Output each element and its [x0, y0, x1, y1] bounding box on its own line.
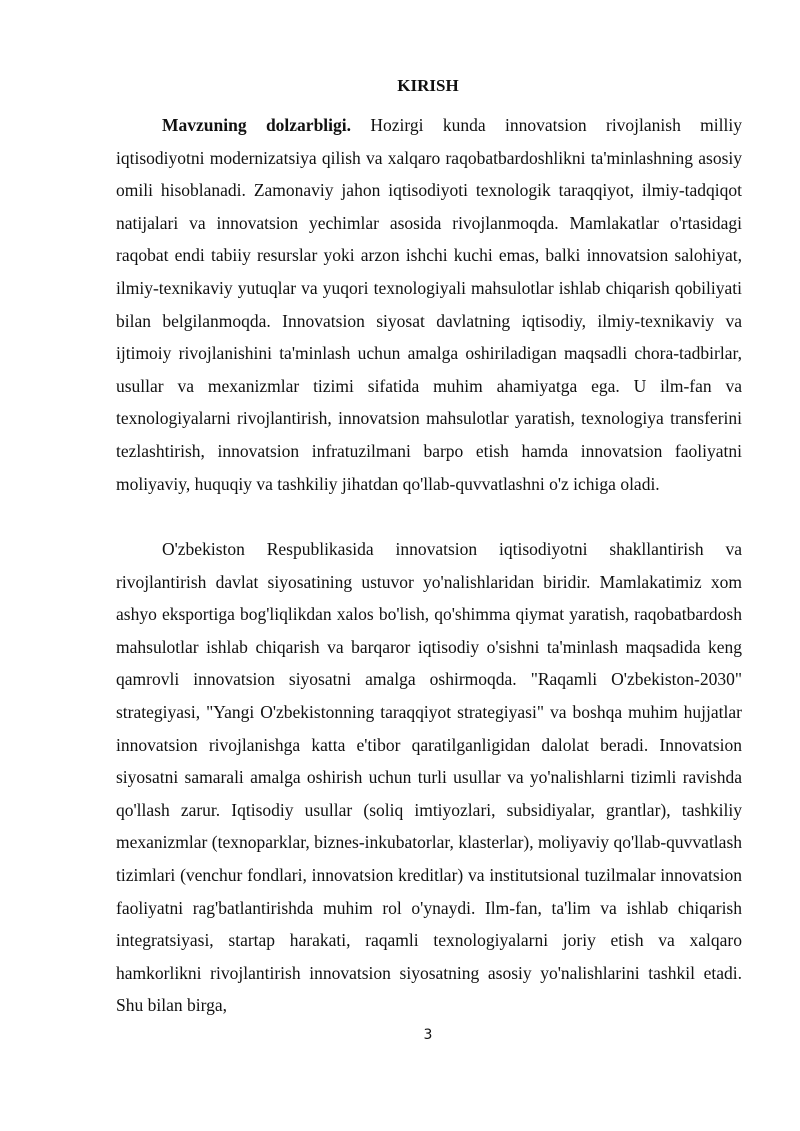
body-paragraph-2 [116, 533, 742, 1022]
section-heading: KIRISH [397, 76, 459, 95]
page-number: 3 [423, 1027, 433, 1043]
paragraph-2-text: O'zbekiston Respublikasida innovatsion iqtisodiyotni shakllantirish va rivojlantirish davlat siyosatining ustuvor yo'nalishlaridan biridir. Mamlakatimiz xom ashyo eksportiga bog'liqlikdan xalos bo'lish, qo'shimma qiymat yaratish, raqobatbardosh mahsulotlar ishlab chiqarish va barqaror iqtisodiy o'sishni ta'minlash maqsadida keng qamrovli innovatsion siyosatni amalga oshirmoqda. "Raqamli O'zbekiston-2030" strategiyasi, "Yangi O'zbekistonning taraqqiyot strategiyasi" va boshqa muhim hujjatlar innovatsion rivojlanishga katta e'tibor qaratilganligidan dalolat beradi. Innovatsion siyosatni samarali amalga oshirish uchun turli usullar va yo'nalishlarni tizimli ravishda qo'llash zarur. Iqtisodiy usullar (soliq imtiyozlari, subsidiyalar, grantlar), tashkiliy mexanizmlar (texnoparklar, biznes-inkubatorlar, klasterlar), moliyaviy qo'llab-quvvatlash tizimlari (venchur fondlari, innovatsion kreditlar) va institutsional tuzilmalar innovatsion faoliyatni rag'batlantirishda muhim rol o'ynaydi. Ilm-fan, ta'lim va ishlab chiqarish integratsiyasi, startap harakati, raqamli texnologiyalarni joriy etish va xalqaro hamkorlikni rivojlantirish innovatsion siyosatning asosiy yo'nalishlarini tashkil etadi. Shu bilan birga, [116, 539, 742, 1016]
body-paragraph-1 [116, 109, 742, 500]
paragraph-lead: Mavzuning dolzarbligi. [162, 115, 352, 135]
paragraph-1-text: Hozirgi kunda innovatsion rivojlanish milliy iqtisodiyotni modernizatsiya qilish va xalqaro raqobatbardoshlikni ta'minlashning asosiy omili hisoblanadi. Zamonaviy jahon iqtisodiyoti texnologik taraqqiyot, ilmiy-tadqiqot natijalari va innovatsion yechimlar asosida rivojlanmoqda. Mamlakatlar o'rtasidagi raqobat endi tabiiy resurslar yoki arzon ishchi kuchi emas, balki innovatsion salohiyat, ilmiy-texnikaviy yutuqlar va yuqori texnologiyali mahsulotlar ishlab chiqarish qobiliyati bilan belgilanmoqda. Innovatsion siyosat davlatning iqtisodiy, ilmiy-texnikaviy va ijtimoiy rivojlanishini ta'minlash uchun amalga oshiriladigan maqsadli chora-tadbirlar, usullar va mexanizmlar tizimi sifatida muhim ahamiyatga ega. U ilm-fan va texnologiyalarni rivojlantirish, innovatsion mahsulotlar yaratish, texnologiya transferini tezlashtirish, innovatsion infratuzilmani barpo etish hamda innovatsion faoliyatni moliyaviy, huquqiy va tashkiliy jihatdan qo'llab-quvvatlashni o'z ichiga oladi. [116, 115, 742, 494]
